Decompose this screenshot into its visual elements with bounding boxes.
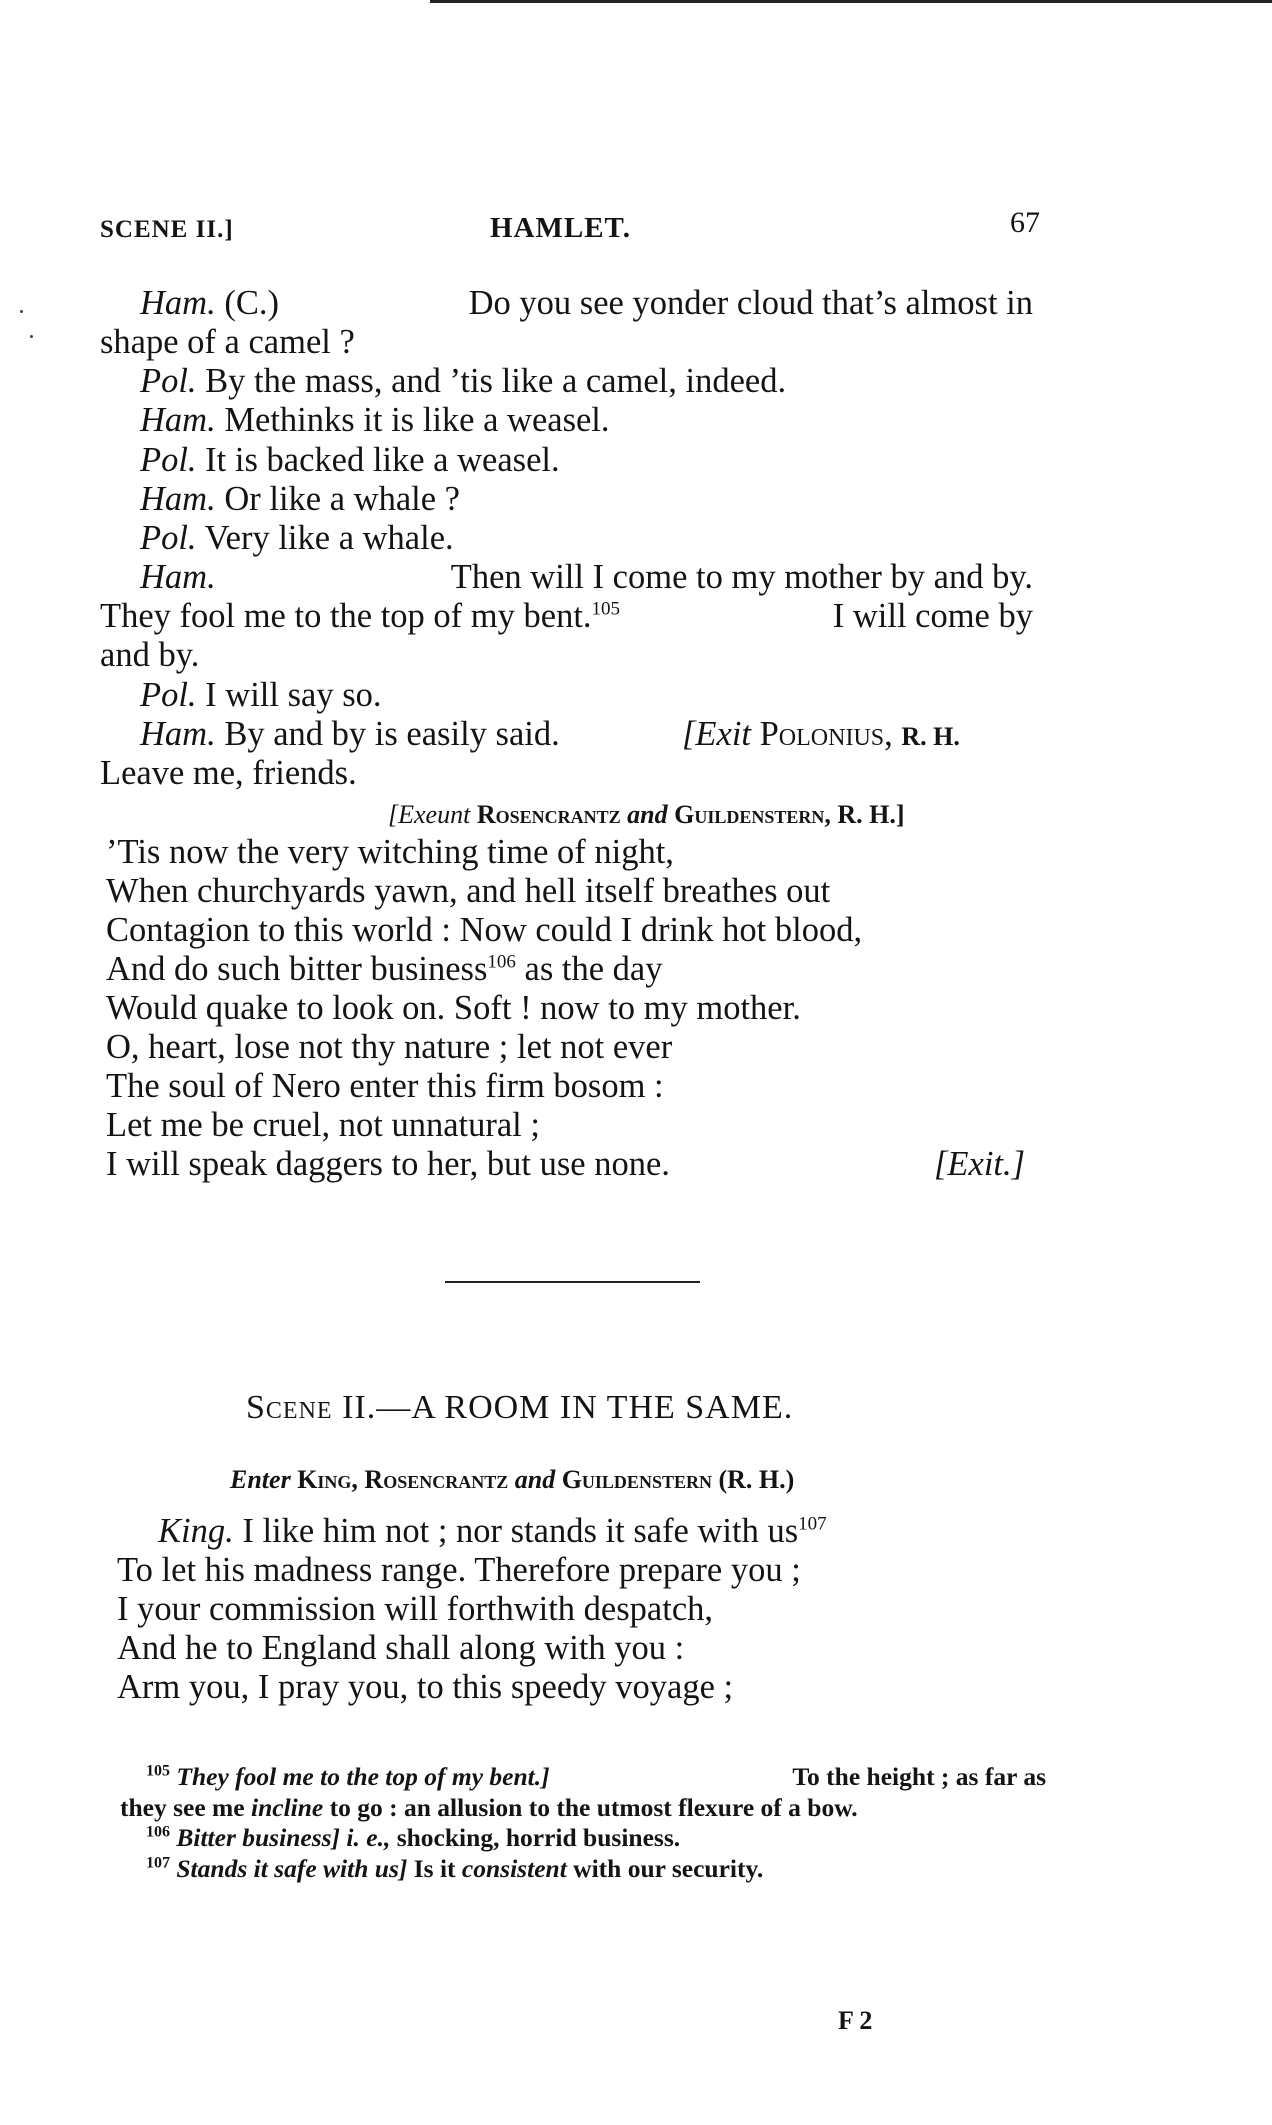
exit-direction: R. H. [901,722,960,751]
verse-line: Let me be cruel, not unnatural ; [106,1106,540,1144]
line-text: By the mass, and ’tis like a camel, indeed. [205,362,787,400]
character-name: Guildenstern, [674,800,831,829]
dialogue-line: and by. [100,636,200,674]
footnote-105-cont [120,1793,858,1823]
line-text: By and by is easily said. [224,715,560,753]
speaker-name: Ham. [140,558,216,596]
verse-line: Would quake to look on. Soft ! now to my mother. [106,989,801,1027]
line-text: Then will I come to my mother by and by. [450,558,1033,596]
scene-word: Scene [246,1389,333,1426]
footnote-text: To the height ; as far as [792,1762,1046,1791]
line-text: Very like a whale. [204,519,454,557]
speaker-name: Pol. [140,441,197,479]
line-text: It is backed like a weasel. [205,441,560,479]
footnote-107 [146,1854,763,1884]
verse-line [106,950,662,988]
verse-line: To let his madness range. Therefore prepare you ; [117,1551,801,1589]
stage-direction: (C.) [224,284,279,322]
dialogue-line: Leave me, friends. [100,754,357,792]
footnote-emphasis: consistent [461,1854,567,1883]
dialogue-line [140,558,1033,596]
footnote-quote: Bitter business] [176,1823,341,1852]
dialogue-line [140,480,460,518]
speaker-name: King. [158,1512,234,1550]
verse-text: And do such bitter business [106,950,488,988]
enter-word: Enter [230,1465,291,1494]
stage-direction: (R. H.) [718,1465,795,1494]
dialogue-line [140,715,560,753]
dialogue-line [140,401,610,439]
speaker-name: Ham. [140,401,216,439]
footnote-ref: 107 [798,1513,827,1535]
stage-direction-exeunt [388,796,905,834]
speaker-name: Pol. [140,362,197,400]
scene-title-text: II.—A ROOM IN THE SAME. [342,1389,794,1426]
footnote-text: with our security. [573,1854,764,1883]
verse-line: ’Tis now the very witching time of night, [106,833,674,871]
footnote-105 [146,1762,1046,1792]
speaker-name: Ham. [140,480,216,518]
character-name: King, [297,1465,358,1494]
footnote-text: they see me [120,1793,245,1822]
scene-heading [246,1388,793,1428]
line-text: Methinks it is like a weasel. [224,401,610,439]
line-text: Or like a whale ? [224,480,460,518]
footnote-number: 107 [146,1854,170,1872]
exit-character: Polonius, [759,715,893,753]
dialogue-line [100,597,1033,635]
footnote-text: shocking, horrid business. [396,1823,681,1852]
dialogue-line [140,519,454,557]
top-rule [430,0,1272,3]
margin-mark [20,310,23,313]
footnote-106 [146,1823,680,1853]
verse-line: When churchyards yawn, and hell itself breathes out [106,872,831,910]
footnote-number: 106 [146,1823,170,1841]
header-scene: SCENE II.] [100,216,234,243]
exit-word: [Exit [682,715,751,753]
dialogue-line [140,441,560,479]
line-text: Do you see yonder cloud that’s almost in [468,284,1033,322]
footnote-number: 105 [146,1762,170,1780]
line-text: They fool me to the top of my bent. [100,597,592,635]
footnote-emphasis: incline [251,1793,324,1822]
dialogue-line [140,676,382,714]
character-name: Guildenstern [561,1465,712,1494]
stage-direction: R. H.] [837,800,905,829]
character-name: Rosencrantz [476,800,621,829]
margin-mark [30,335,33,338]
dialogue-line: shape of a camel ? [100,323,355,361]
footnote-ref: 105 [591,598,621,620]
speaker-name: Ham. [140,715,216,753]
speaker-name: Ham. [140,284,216,322]
exeunt-word: [Exeunt [388,800,471,829]
verse-line: And he to England shall along with you : [117,1629,685,1667]
dialogue-line [140,284,1033,322]
verse-line: Arm you, I pray you, to this speedy voyage ; [117,1668,734,1706]
verse-line: I your commission will forthwith despatch, [117,1590,714,1628]
conjunction: and [627,800,668,829]
verse-line: The soul of Nero enter this firm bosom : [106,1067,664,1105]
speaker-name: Pol. [140,519,197,557]
line-text: I like him not ; nor stands it safe with us [242,1512,799,1550]
header-title: HAMLET. [490,212,631,244]
conjunction: and [514,1465,556,1494]
footnote-emphasis: i. e., [346,1823,391,1852]
stage-direction-enter [230,1463,794,1497]
verse-text: as the day [524,950,663,988]
footnote-text: to go : an allusion to the utmost flexure of a bow. [329,1793,858,1822]
verse-line: I will speak daggers to her, but use none. [106,1145,670,1183]
footnote-text: Is it [413,1854,456,1883]
footnote-ref: 106 [487,951,516,973]
verse-line: Contagion to this world : Now could I drink hot blood, [106,911,863,949]
dialogue-line [158,1512,827,1550]
dialogue-line [140,362,786,400]
footnote-quote: They fool me to the top of my bent.] [176,1762,550,1791]
character-name: Rosencrantz [364,1465,509,1494]
speaker-name: Pol. [140,676,197,714]
section-divider [445,1281,700,1283]
signature-mark: F 2 [838,2006,873,2035]
line-text: I will come by [832,597,1033,635]
stage-direction-exit [682,715,960,756]
verse-line: O, heart, lose not thy nature ; let not ever [106,1028,673,1066]
line-text: I will say so. [205,676,382,714]
stage-direction-final-exit: [Exit.] [934,1145,1026,1183]
footnote-quote: Stands it safe with us] [176,1854,408,1883]
page-number: 67 [1010,206,1040,239]
running-header [100,206,1040,246]
